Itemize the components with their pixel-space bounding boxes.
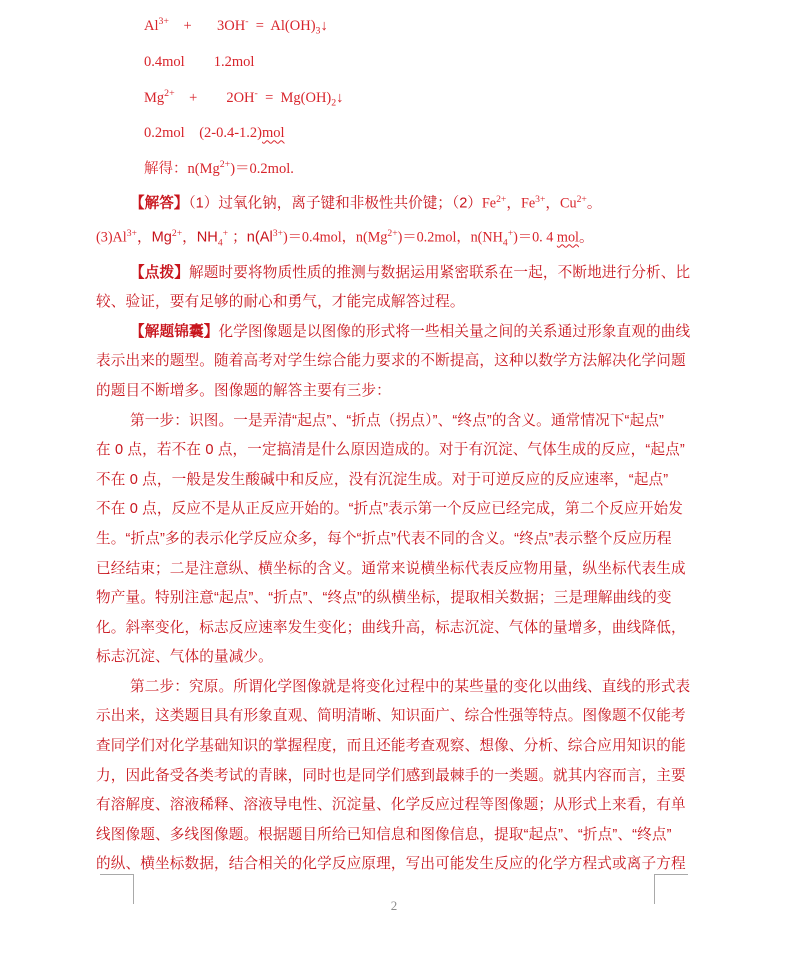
- hint-tag: 【点拨】: [130, 264, 189, 281]
- hint-text-1: 解题时要将物质性质的推测与数据运用紧密联系在一起，不断地进行分析、比: [188, 264, 691, 281]
- eq-mg-charge: 2+: [164, 87, 175, 99]
- step1-text-1: 第一步：识图。一是弄清“起点”、“折点（拐点）”、“终点”的含义。通常情况下“起点”: [130, 412, 665, 429]
- step1-line-7: [96, 584, 696, 614]
- hint-line-2: [96, 288, 696, 318]
- answer2-al-sup: 3+: [126, 228, 137, 239]
- answer2-al-sup2: 3+: [272, 228, 283, 239]
- eq-solution-charge: 2+: [219, 159, 231, 171]
- step2-line-6: [96, 821, 696, 851]
- eq-mg-equals: =: [265, 89, 274, 106]
- answer2-nh-sub2: 4: [502, 237, 508, 249]
- answer-ion-fe3: Fe: [520, 196, 536, 212]
- eq-al-charge: 3+: [158, 16, 169, 27]
- answer2-c1: ，Mg: [137, 229, 172, 246]
- step1-text-5: 生。“折点”多的表示化学反应众多，每个“折点”代表不同的含义。“终点”表示整个反应历程: [96, 530, 672, 547]
- step2-text-6: 线图像题、多线图像题。根据题目所给已知信息和图像信息，提取“起点”、“折点”、“终点”: [96, 826, 672, 843]
- equation-solution-result: [96, 149, 696, 185]
- answer2-mol-wavy: mol: [556, 229, 579, 246]
- tips-line-1: [96, 318, 696, 348]
- answer2-c3: ；n(Al: [228, 229, 273, 246]
- eq-mg-product: Mg(OH): [280, 89, 332, 106]
- answer-ion-fe2-sup: 2+: [496, 194, 507, 206]
- eq-al-hydroxide-charge: -: [245, 16, 249, 27]
- step1-line-3: [96, 466, 696, 496]
- eq-mg-hydroxide: 2OH: [226, 89, 255, 106]
- eq-mg-product-sub: 2: [331, 97, 337, 109]
- step2-text-4: 力，因此备受各类考试的青睐，同时也是同学们感到最棘手的一类题。就其内容而言，主要: [96, 767, 686, 784]
- step1-line-1: [96, 407, 696, 437]
- answer-ion-cu2: Cu: [560, 196, 577, 212]
- answer2-mg-sup2: 2+: [387, 228, 398, 239]
- step2-line-4: [96, 762, 696, 792]
- eq-mg-hydroxide-charge: -: [254, 87, 258, 99]
- equation-line-magnesium: [96, 78, 696, 119]
- step1-text-7: 物产量。特别注意“起点”、“折点”、“终点”的纵横坐标，提取相关数据；三是理解曲线的变: [96, 590, 672, 607]
- step2-text-3: 查同学们对化学基础知识的掌握程度，而且还能考查观察、想像、分析、综合应用知识的能: [96, 738, 686, 755]
- step1-text-9: 标志沉淀、气体的量减少。: [96, 649, 273, 666]
- eq-al-product-sub: 3: [315, 25, 321, 37]
- crop-mark-horizontal: [654, 874, 688, 875]
- eq-mg-amount-left: 0.2mol: [144, 125, 185, 142]
- step2-line-2: [96, 702, 696, 732]
- answer2-c4: )＝0.4mol，n(Mg: [282, 229, 388, 246]
- eq-solution-suffix: )＝0.2mol.: [230, 161, 294, 178]
- step1-text-4: 不在 0 点，反应不是从正反应开始的。“折点”表示第一个反应已经完成，第二个反应开始发: [96, 501, 683, 518]
- tips-intro-2: 表示出来的题型。随着高考对学生综合能力要求的不断提高，这种以数学方法解决化学问题: [96, 353, 686, 370]
- eq-al-precipitate-arrow: ↓: [320, 17, 328, 34]
- answer2-c2: ，NH: [182, 229, 218, 246]
- answer-end-punct: 。: [586, 196, 602, 212]
- step1-text-2: 在 0 点，若不在 0 点，一定搞清是什么原因造成的。对于有沉淀、气体生成的反应，“起点”: [96, 442, 685, 459]
- step2-text-1: 第二步：究原。所谓化学图像就是将变化过程中的某些量的变化以曲线、直线的形式表: [130, 678, 691, 695]
- equation-amounts-magnesium: [96, 118, 696, 149]
- equation-block: [96, 0, 696, 185]
- step1-line-4: [96, 495, 696, 525]
- eq-solution-prefix: 解得：n(Mg: [144, 161, 220, 178]
- eq-al-plus: +: [183, 17, 192, 34]
- answer2-nh-sub: 4: [217, 237, 223, 249]
- tips-intro-3: 的题目不断增多。图像题的解答主要有三步：: [96, 382, 391, 399]
- eq-mg-precipitate-arrow: ↓: [336, 89, 344, 106]
- answer-line-1: [96, 185, 696, 219]
- eq-al-hydroxide: 3OH: [217, 17, 246, 34]
- eq-al-equals: =: [255, 17, 264, 34]
- step2-text-7: 的纵、横坐标数据，结合相关的化学反应原理，写出可能发生反应的化学方程式或离子方程: [96, 856, 686, 873]
- eq-mg-reactant: Mg: [144, 89, 165, 106]
- answer-line-2: [96, 219, 696, 259]
- step1-text-8: 化。斜率变化，标志反应速率发生变化；曲线升高，标志沉淀、气体的量增多，曲线降低，: [96, 619, 686, 636]
- tips-line-3: [96, 377, 696, 407]
- tips-intro-1: 化学图像题是以图像的形式将一些相关量之间的关系通过形象直观的曲线: [218, 323, 691, 340]
- answer-part1: （1）过氧化钠，离子键和非极性共价键；（2）: [188, 196, 482, 212]
- equation-line-aluminium: [96, 6, 696, 47]
- step1-line-2: [96, 436, 696, 466]
- step1-text-6: 已经结束；二是注意纵、横坐标的含义。通常来说横坐标代表反应物用量，纵坐标代表生成: [96, 560, 686, 577]
- answer-sep1: ，: [506, 196, 521, 212]
- step2-line-1: [96, 673, 696, 703]
- page-content: [96, 0, 696, 880]
- answer-sep2: ，: [545, 196, 561, 212]
- eq-mg-amount-expr: (2-0.4-1.2): [199, 125, 263, 142]
- tips-tag: 【解题锦囊】: [130, 323, 219, 340]
- answer2-mg-sup: 2+: [171, 228, 183, 239]
- step2-line-5: [96, 791, 696, 821]
- answer2-nh-sup: +: [222, 228, 229, 239]
- step1-line-6: [96, 555, 696, 585]
- step2-line-3: [96, 732, 696, 762]
- eq-al-reactant: Al: [144, 17, 159, 34]
- page-number: 2: [390, 898, 398, 913]
- answer-ion-fe3-sup: 3+: [535, 194, 546, 206]
- equation-amounts-aluminium: [96, 47, 696, 78]
- hint-text-2: 较、验证，要有足够的耐心和勇气，才能完成解答过程。: [96, 294, 465, 311]
- crop-mark-horizontal: [100, 874, 134, 875]
- step1-line-5: [96, 525, 696, 555]
- answer-tag: 【解答】: [130, 196, 189, 212]
- answer2-c5: )＝0.2mol，n(NH: [397, 229, 503, 246]
- answer2-nh-sup2: +: [507, 228, 514, 239]
- answer2-c7: 。: [578, 229, 594, 246]
- step1-text-3: 不在 0 点，一般是发生酸碱中和反应，没有沉淀生成。对于可逆反应的反应速率，“起点”: [96, 471, 669, 488]
- step2-text-2: 示出来，这类题目具有形象直观、简明清晰、知识面广、综合性强等特点。图像题不仅能考: [96, 708, 686, 725]
- eq-al-product: Al(OH): [270, 17, 316, 34]
- eq-mg-plus: +: [189, 89, 198, 106]
- answer-ion-fe2: Fe: [481, 196, 497, 212]
- hint-line-1: [96, 259, 696, 289]
- eq-al-amount-right: 1.2mol: [213, 53, 255, 70]
- step1-line-8: [96, 614, 696, 644]
- eq-al-amount-left: 0.4mol: [144, 53, 185, 70]
- answer-ion-cu2-sup: 2+: [576, 194, 587, 206]
- eq-mg-amount-unit: mol: [262, 125, 285, 142]
- answer2-c6: )＝0. 4: [513, 229, 557, 246]
- step1-line-9: [96, 643, 696, 673]
- step2-text-5: 有溶解度、溶液稀释、溶液导电性、沉淀量、化学反应过程等图像题；从形式上来看，有单: [96, 797, 686, 814]
- tips-line-2: [96, 347, 696, 377]
- answer2-prefix: (3)Al: [96, 229, 127, 246]
- step2-line-7: [96, 850, 696, 880]
